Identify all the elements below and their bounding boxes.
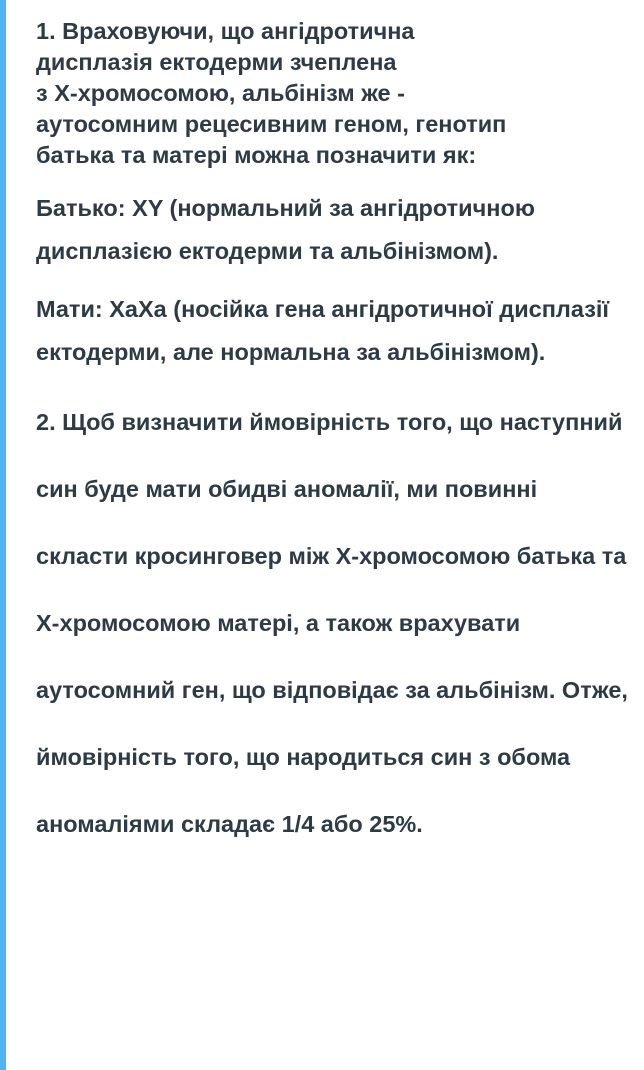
answer-paragraph-mother: Мати: XaXa (носійка гена ангідротичної дисплазії ектодерми, але нормальна за альбінізмом). (36, 296, 610, 365)
intro-line: батька та матері можна позначити як: (36, 142, 477, 168)
intro-line: дисплазія ектодерми зчеплена (36, 49, 397, 75)
intro-line: 1. Враховуючи, що ангідротична (36, 18, 415, 44)
answer-paragraph-father: Батько: XY (нормальний за ангідротичною дисплазією ектодерми та альбінізмом). (36, 195, 535, 264)
answer-paragraph-probability: 2. Щоб визначити ймовірність того, що наступний син буде мати обидві аномалії, ми повинні скласти кросинговер між Х-хромосомою батька та Х-хромосомою матері, а також врахувати аутосомний ген, що відповідає за альбінізм. Отже, ймовірність того, що народиться син з обома аномаліями складає 1/4 або 25%. (36, 409, 628, 837)
intro-line: з Х-хромосомою, альбінізм же - (36, 80, 405, 106)
intro-line: аутосомним рецесивним геном, генотип (36, 111, 507, 137)
answer-paragraph-intro (36, 16, 634, 171)
answer-accent-bar (0, 0, 6, 1070)
answer-content (36, 16, 634, 874)
